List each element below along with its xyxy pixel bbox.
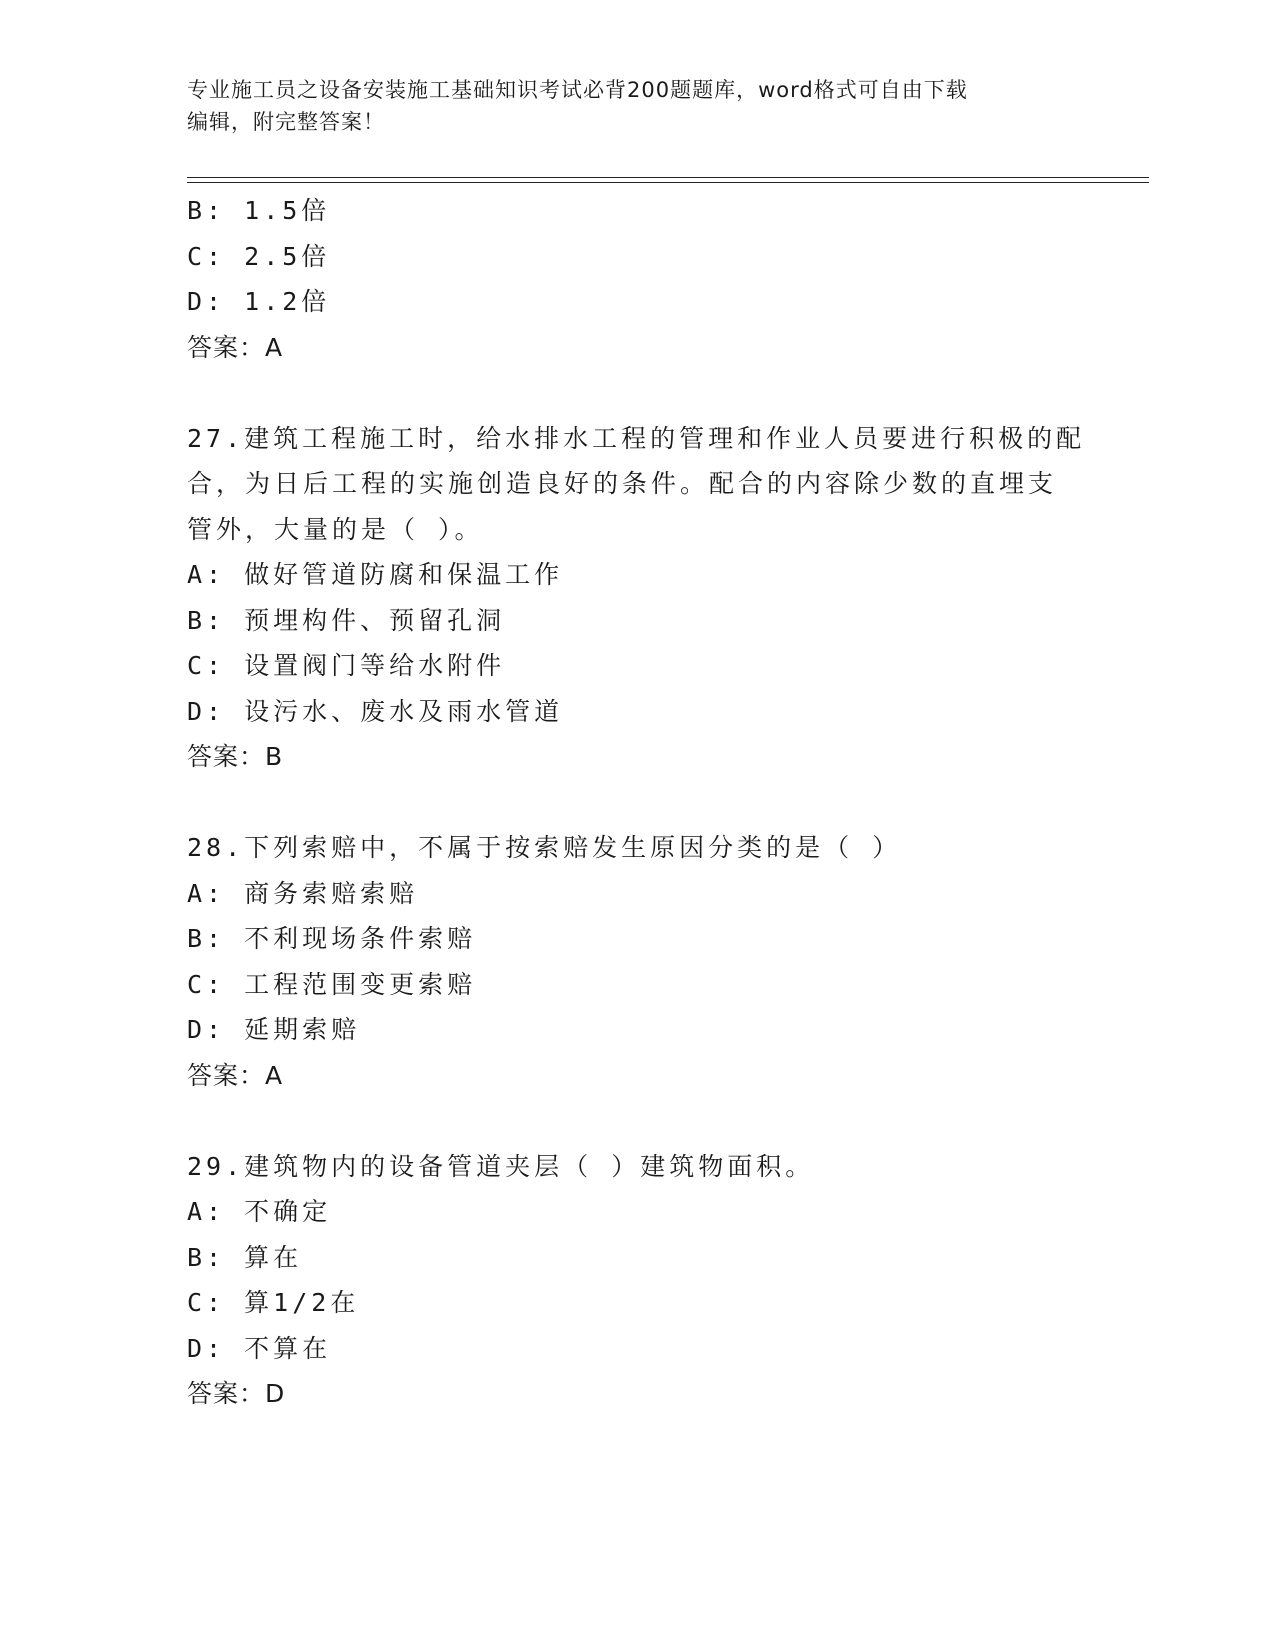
q26-option-c: C: 2.5倍 (187, 241, 331, 271)
q26-answer: 答案：A (187, 332, 284, 362)
q28-option-c: C: 工程范围变更索赔 (187, 969, 477, 999)
q27-answer: 答案：B (187, 742, 284, 771)
q29-stem-line-1: 29.建筑物内的设备管道夹层（ ）建筑物面积。 (187, 1151, 815, 1181)
question-29 (187, 1144, 1087, 1417)
q27-stem-line-3: 管外，大量的是（ ）。 (187, 514, 484, 544)
q27-option-d: D: 设污水、废水及雨水管道 (187, 696, 564, 726)
q29-option-c: C: 算1/2在 (187, 1288, 360, 1317)
question-27 (187, 416, 1087, 780)
q28-option-d: D: 延期索赔 (187, 1015, 361, 1044)
q27-option-c: C: 设置阀门等给水附件 (187, 651, 506, 680)
q27-stem-line-1: 27.建筑工程施工时，给水排水工程的管理和作业人员要进行积极的配 (187, 423, 1086, 453)
question-26-fragment (187, 188, 1087, 370)
q28-answer: 答案：A (187, 1060, 284, 1090)
header-rule-bottom (187, 182, 1149, 183)
header-title-line-2: 编辑，附完整答案！ (187, 110, 385, 134)
spacer (187, 1098, 1087, 1144)
document-header (187, 74, 1067, 138)
question-28 (187, 825, 1087, 1098)
q26-option-b: B: 1.5倍 (187, 196, 331, 225)
q26-option-d: D: 1.2倍 (187, 287, 331, 316)
q29-option-b: B: 算在 (187, 1242, 303, 1272)
q27-stem-line-2: 合，为日后工程的实施创造良好的条件。配合的内容除少数的直埋支 (187, 469, 1058, 498)
spacer (187, 370, 1087, 416)
q28-option-a: A: 商务索赔索赔 (187, 878, 419, 908)
q28-option-b: B: 不利现场条件索赔 (187, 924, 477, 953)
header-title-line-1: 专业施工员之设备安装施工基础知识考试必背200题题库，word格式可自由下载 (187, 78, 968, 102)
document-body (187, 188, 1087, 1417)
q27-option-b: B: 预埋构件、预留孔洞 (187, 605, 506, 635)
header-rule-top (187, 177, 1149, 178)
q29-option-d: D: 不算在 (187, 1333, 332, 1363)
q28-stem-line-1: 28.下列索赔中，不属于按索赔发生原因分类的是（ ） (187, 833, 902, 862)
q27-option-a: A: 做好管道防腐和保温工作 (187, 560, 564, 589)
q29-option-a: A: 不确定 (187, 1197, 332, 1226)
q29-answer: 答案：D (187, 1379, 286, 1408)
spacer (187, 780, 1087, 826)
